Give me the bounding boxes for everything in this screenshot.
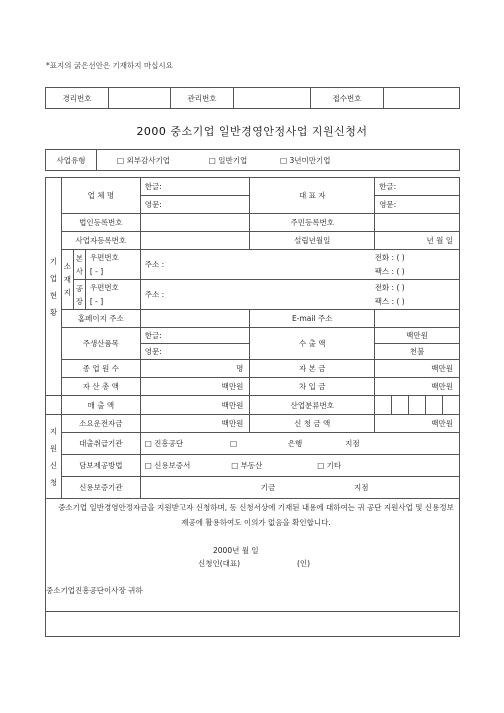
- accounting-no-field[interactable]: [109, 88, 171, 109]
- working-fund-field[interactable]: 백만원: [140, 415, 250, 433]
- bank-label: 은행: [287, 439, 303, 448]
- receipt-no-label: 접수번호: [311, 88, 384, 109]
- guarantor-branch-label: 지점: [353, 483, 369, 492]
- factory-label-text: 공장: [75, 283, 84, 306]
- representative-label: 대 표 자: [250, 178, 375, 214]
- collateral-label: 담보제공방법: [61, 455, 140, 477]
- working-fund-label: 소요운전자금: [61, 415, 140, 433]
- form-title: 2000 중소기업 일반경영안정사업 지원신청서: [136, 125, 368, 138]
- collateral-other-checkbox[interactable]: □ 기타: [317, 461, 342, 470]
- seal-mark: (인): [297, 559, 311, 568]
- assets-label: 자 산 총 액: [61, 378, 140, 396]
- collateral-guarantee-checkbox[interactable]: □ 신용보증서: [144, 461, 191, 470]
- business-type-label: 사업유형: [46, 150, 97, 171]
- factory-fax-field[interactable]: 팩스 : ( ): [305, 295, 460, 310]
- export-label: 수 출 액: [250, 328, 375, 360]
- factory-zip-field[interactable]: [ - ]: [85, 295, 140, 310]
- addressee: 중소기업진흥공단이사장 귀하: [46, 586, 143, 595]
- company-name-kor-label[interactable]: 한글:: [140, 178, 250, 196]
- business-type-options[interactable]: [97, 150, 460, 171]
- lender-options[interactable]: [140, 433, 459, 455]
- biz-reg-no-label: 사업자등록번호: [61, 232, 140, 250]
- date-line[interactable]: 2000년 월 일: [213, 546, 259, 555]
- email-field[interactable]: [375, 310, 460, 328]
- collateral-realestate-checkbox[interactable]: □ 부동산: [231, 461, 263, 470]
- industry-code-field[interactable]: [375, 396, 460, 415]
- guarantor-label: 신용보증기관: [61, 477, 140, 499]
- rep-eng-label[interactable]: 영문:: [375, 196, 460, 214]
- instruction-note: *표지의 굵은선안은 기재하지 마십시요: [46, 61, 173, 70]
- section-company-status: [46, 178, 62, 396]
- applicant-label: 신청인(대표): [198, 559, 241, 568]
- option-external-audit[interactable]: □ 외부감사기업: [117, 155, 170, 165]
- corp-reg-no-label: 법인등록번호: [61, 214, 140, 232]
- factory-zip-label: 우편번호: [85, 280, 140, 295]
- request-amount-field[interactable]: 백만원: [375, 415, 460, 433]
- location-label-text: 소재지: [63, 262, 72, 297]
- revenue-label: 매 출 액: [61, 396, 140, 415]
- location-label: [61, 250, 73, 310]
- option-general[interactable]: □ 일반기업: [208, 155, 248, 165]
- biz-reg-no-field[interactable]: [140, 232, 250, 250]
- factory-address-field[interactable]: 주소 :: [140, 280, 304, 310]
- accounting-no-label: 경리번호: [46, 88, 109, 109]
- management-no-label: 관리번호: [171, 88, 234, 109]
- collateral-options[interactable]: [140, 455, 459, 477]
- corp-reg-no-field[interactable]: [140, 214, 250, 232]
- branch-label: 지점: [345, 439, 360, 448]
- revenue-field[interactable]: 백만원: [140, 396, 250, 415]
- factory-label: [73, 280, 85, 310]
- section-company-status-label: 기업현황: [49, 256, 58, 317]
- hq-zip-field[interactable]: [ - ]: [85, 265, 140, 280]
- capital-field[interactable]: 백만원: [375, 360, 460, 378]
- main-product-label: 주생산품목: [61, 328, 140, 360]
- fund-label: 기금: [260, 483, 276, 492]
- company-name-label: 업 체 명: [61, 178, 140, 214]
- section-support-request-label: 지원신청: [49, 426, 58, 487]
- employees-field[interactable]: 명: [140, 360, 250, 378]
- admin-number-table: [45, 87, 460, 109]
- est-date-label: 설립년월일: [250, 232, 375, 250]
- receipt-no-field[interactable]: [384, 88, 460, 109]
- company-info-table: [45, 177, 460, 499]
- borrowings-label: 차 입 금: [250, 378, 375, 396]
- hq-label-text: 본사: [75, 253, 84, 276]
- rep-kor-label[interactable]: 한글:: [375, 178, 460, 196]
- borrowings-field[interactable]: 백만원: [375, 378, 460, 396]
- capital-label: 자 본 금: [250, 360, 375, 378]
- lender-bank-checkbox[interactable]: □: [229, 439, 238, 448]
- industry-code-label: 산업분류번호: [250, 396, 375, 415]
- assets-field[interactable]: 백만원: [140, 378, 250, 396]
- option-under-3years[interactable]: □ 3년미만기업: [279, 155, 331, 165]
- resident-no-field[interactable]: [375, 214, 460, 232]
- company-name-eng-label[interactable]: 영문:: [140, 196, 250, 214]
- lender-sbc-checkbox[interactable]: □ 진흥공단: [144, 439, 184, 448]
- hq-tel-field[interactable]: 전화 : ( ): [305, 250, 460, 265]
- lender-label: 대출취급기관: [61, 433, 140, 455]
- hq-address-field[interactable]: 주소 :: [140, 250, 304, 280]
- homepage-label: 홈페이지 주소: [61, 310, 140, 328]
- main-product-kor[interactable]: 한글:: [140, 328, 250, 344]
- hq-label: [73, 250, 85, 280]
- email-label: E-mail 주소: [250, 310, 375, 328]
- hq-zip-label: 우편번호: [85, 250, 140, 265]
- export-krw[interactable]: 백만원: [375, 328, 460, 344]
- blank-footer-row: [45, 611, 458, 637]
- hq-fax-field[interactable]: 팩스 : ( ): [305, 265, 460, 280]
- employees-label: 종 업 원 수: [61, 360, 140, 378]
- declaration-text: 중소기업 일반경영안정자금을 지원받고자 신청하며, 동 신청서상에 기재된 내용에 대하여는 귀 공단 지원사업 및 신용정보 제공에 활용하여도 이의가 없음을 확인합니다.: [58, 503, 454, 527]
- management-no-field[interactable]: [234, 88, 311, 109]
- factory-tel-field[interactable]: 전화 : ( ): [305, 280, 460, 295]
- est-date-field[interactable]: 년 월 일: [375, 232, 460, 250]
- resident-no-label: 주민등록번호: [250, 214, 375, 232]
- export-usd[interactable]: 천불: [375, 344, 460, 360]
- homepage-field[interactable]: [140, 310, 250, 328]
- business-type-table: [45, 149, 460, 171]
- request-amount-label: 신 청 금 액: [250, 415, 375, 433]
- main-product-eng[interactable]: 영문:: [140, 344, 250, 360]
